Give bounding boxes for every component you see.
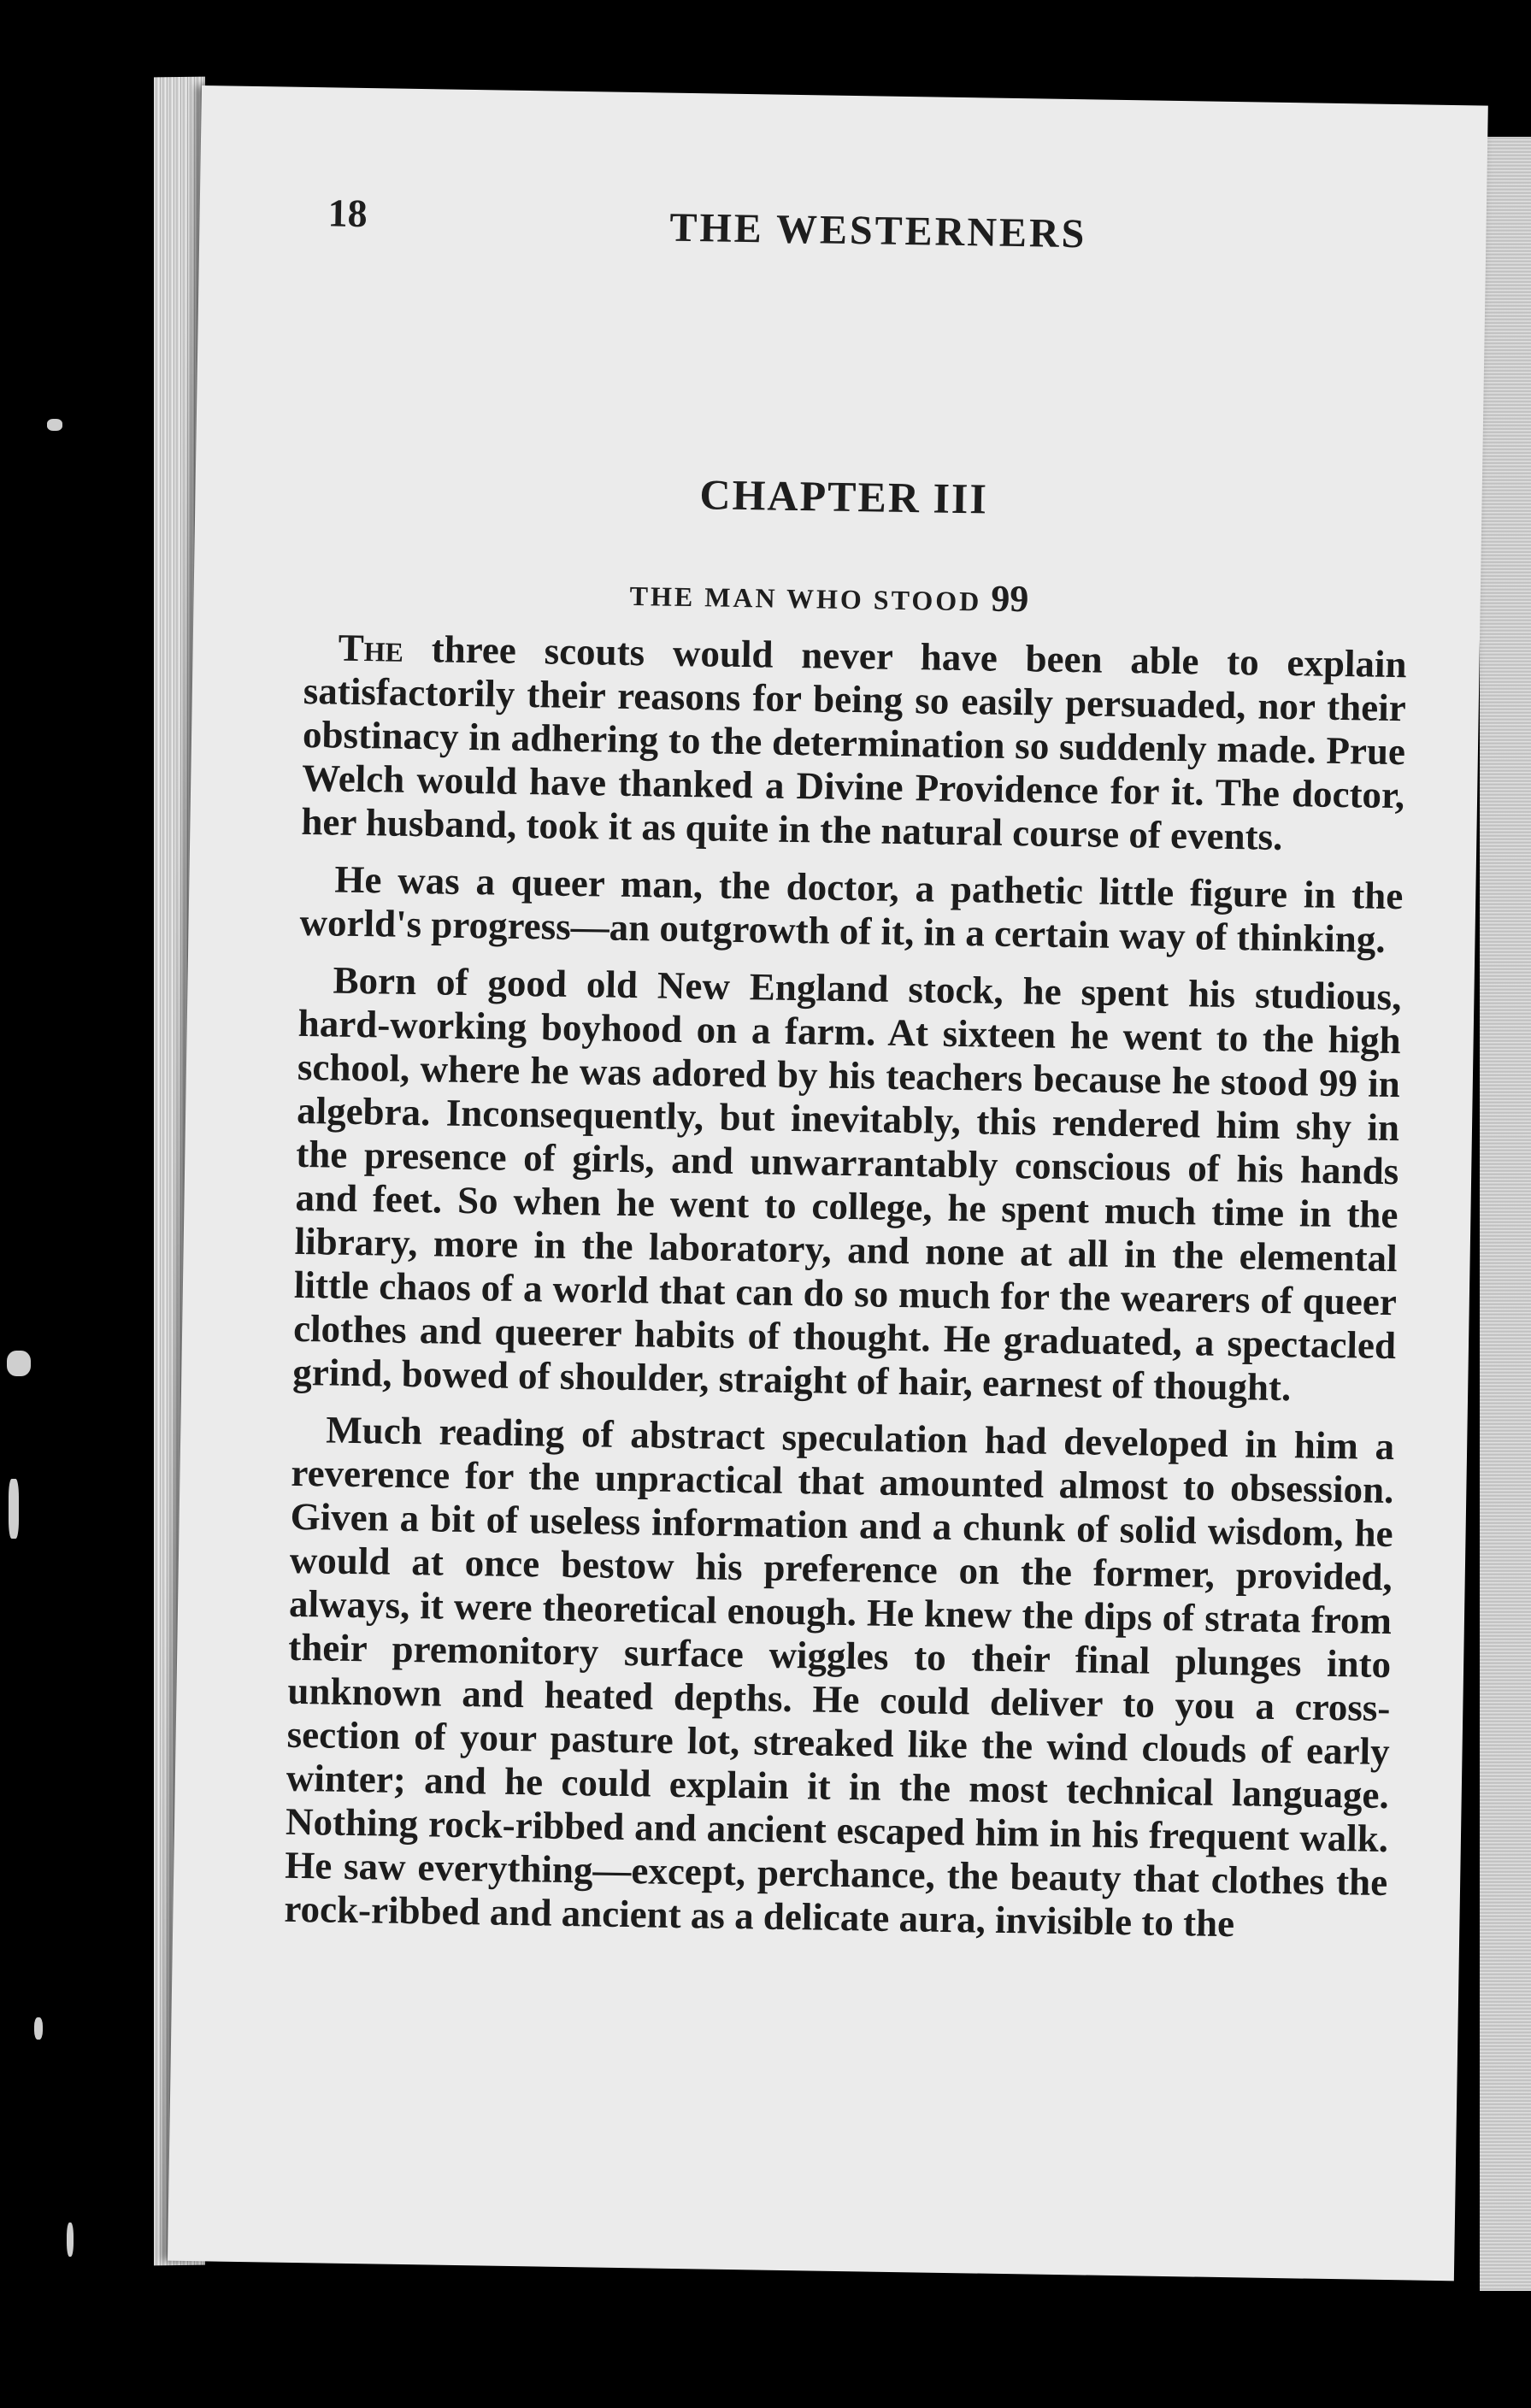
paragraph-3: Born of good old New England stock, he spent his studious, hard-working boyhood on a farm. At sixteen he went to the high school, where he was adored by his teachers because he stood 99 in algebra. Inconsequently, but inevitably, this rendered him shy in the presence of girls, and unwarrantably conscious of his hands and feet. So when he went to college, he spent much time in the library, more in the laboratory, and none at all in the elemental little chaos of a world that can do so much for the wearers of queer clothes and queerer habits of thought. He graduated, a spectacled grind, bowed of shoulder, straight of hair, earnest of thought. <box>291 958 1402 1410</box>
background-speck <box>7 1351 31 1376</box>
running-head <box>327 190 1422 267</box>
background-speck <box>34 2017 43 2040</box>
paragraph-2: He was a queer man, the doctor, a pathetic little figure in the world's progress—an outgrowth of it, in a certain way of thinking. <box>299 857 1404 961</box>
chapter-subtitle-number: 99 <box>990 577 1029 621</box>
chapter-subtitle <box>629 571 1028 621</box>
running-title: THE WESTERNERS <box>669 204 1087 257</box>
background-speck <box>9 1479 19 1539</box>
paragraph-1-text: three scouts would never have been able to explain satisfactorily their reasons for being so easily persuaded, nor their obstinacy in adhering to the determination so suddenly made. Prue Welch would have thanked a Divine Providence for it. The doctor, her husband, took it as quite in the natural course of events. <box>301 627 1407 858</box>
background-speck <box>67 2223 74 2257</box>
paragraph-1 <box>301 626 1407 861</box>
chapter-title: CHAPTER III <box>699 470 989 523</box>
book-page <box>168 85 1488 2281</box>
paragraph-4: Much reading of abstract speculation had developed in him a reverence for the unpractical that amounted almost to obsession. Given a bit of useless information and a chunk of solid wisdom, he would at once bestow his preference on the former, provided, always, it were theoretical enough. He knew the dips of strata from their premonitory surface wiggles to their final plunges into unknown and heated depths. He could deliver to you a cross-section of your pasture lot, streaked like the wind clouds of early winter; and he could explain it in the most technical language. Nothing rock-ribbed and ancient escaped him in his frequent walk. He saw everything—except, perchance, the beauty that clothes the rock-ribbed and ancient as a delicate aura, invisible to the <box>284 1408 1395 1946</box>
background-speck <box>47 419 62 431</box>
chapter-body <box>284 626 1407 1962</box>
page-number: 18 <box>327 191 368 236</box>
chapter-subtitle-text: THE MAN WHO STOOD <box>629 580 982 617</box>
facing-page-edge <box>1480 137 1531 2291</box>
opening-word: The <box>338 626 404 670</box>
